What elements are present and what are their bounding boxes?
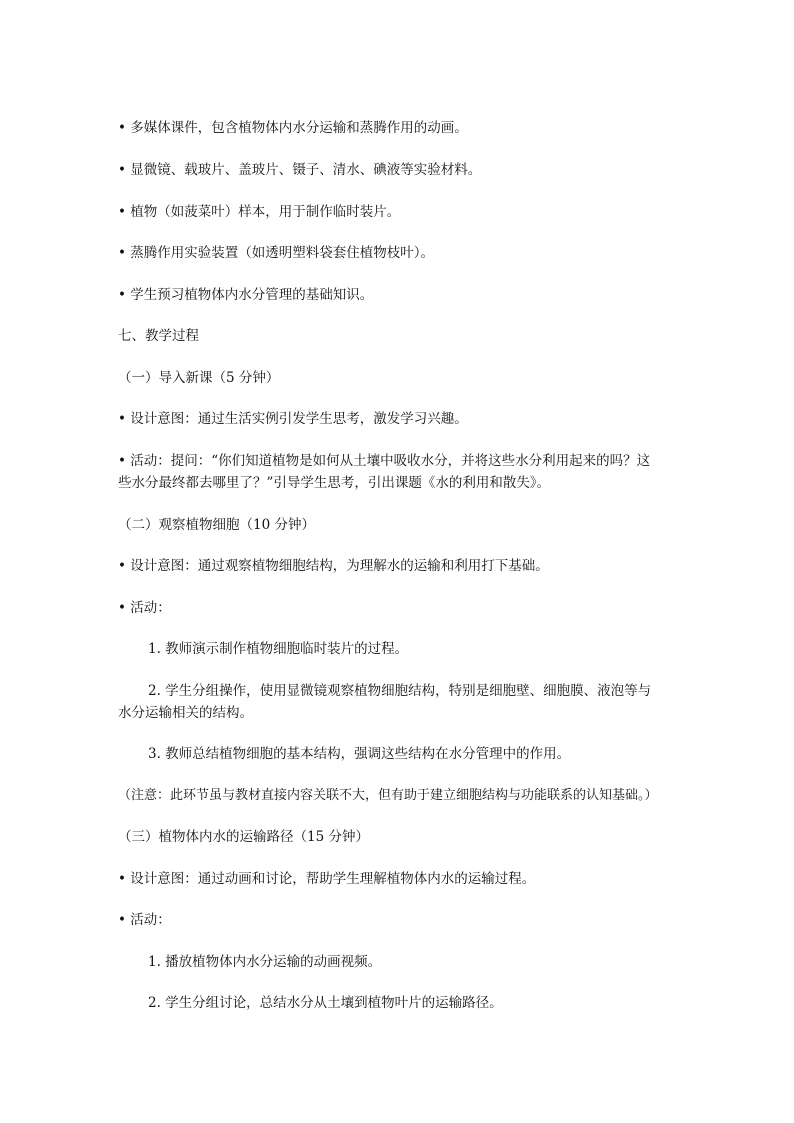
- material-item-1: • 多媒体课件，包含植物体内水分运输和蒸腾作用的动画。: [118, 120, 468, 136]
- material-item-4: • 蒸腾作用实验装置（如透明塑料袋套住植物枝叶）。: [118, 245, 435, 261]
- part-2-intent: • 设计意图：通过观察植物细胞结构，为理解水的运输和利用打下基础。: [118, 558, 549, 574]
- material-item-3: • 植物（如菠菜叶）样本，用于制作临时装片。: [118, 204, 401, 220]
- part-2-step-1: 1. 教师演示制作植物细胞临时装片的过程。: [148, 641, 409, 657]
- material-item-5: • 学生预习植物体内水分管理的基础知识。: [118, 287, 374, 303]
- part-2-step-2-line-2: 水分运输相关的结构。: [118, 705, 253, 721]
- part-3-title: （三）植物体内水的运输路径（15 分钟）: [118, 829, 369, 845]
- part-2-activity-label: • 活动：: [118, 600, 171, 616]
- part-1-title: （一）导入新课（5 分钟）: [118, 370, 280, 386]
- part-3-step-1: 1. 播放植物体内水分运输的动画视频。: [148, 954, 382, 970]
- part-3-step-2: 2. 学生分组讨论，总结水分从土壤到植物叶片的运输路径。: [148, 995, 503, 1011]
- part-2-note: （注意：此环节虽与教材直接内容关联不大，但有助于建立细胞结构与功能联系的认知基础。）: [118, 788, 658, 803]
- part-1-activity-line-2: 些水分最终都去哪里了？”引导学生思考，引出课题《水的利用和散失》。: [118, 475, 551, 491]
- section-heading: 七、教学过程: [118, 328, 199, 344]
- part-2-step-2-line-1: 2. 学生分组操作，使用显微镜观察植物细胞结构，特别是细胞壁、细胞膜、液泡等与: [148, 683, 652, 699]
- material-item-2: • 显微镜、载玻片、盖玻片、镊子、清水、碘液等实验材料。: [118, 162, 482, 178]
- part-1-activity-line-1: • 活动：提问：“你们知道植物是如何从土壤中吸收水分，并将这些水分利用起来的吗？这: [118, 453, 651, 469]
- part-2-step-3: 3. 教师总结植物细胞的基本结构，强调这些结构在水分管理中的作用。: [148, 746, 571, 762]
- part-2-title: （二）观察植物细胞（10 分钟）: [118, 517, 315, 533]
- part-1-intent: • 设计意图：通过生活实例引发学生思考，激发学习兴趣。: [118, 411, 468, 427]
- part-3-intent: • 设计意图：通过动画和讨论，帮助学生理解植物体内水的运输过程。: [118, 871, 536, 887]
- part-3-activity-label: • 活动：: [118, 912, 171, 928]
